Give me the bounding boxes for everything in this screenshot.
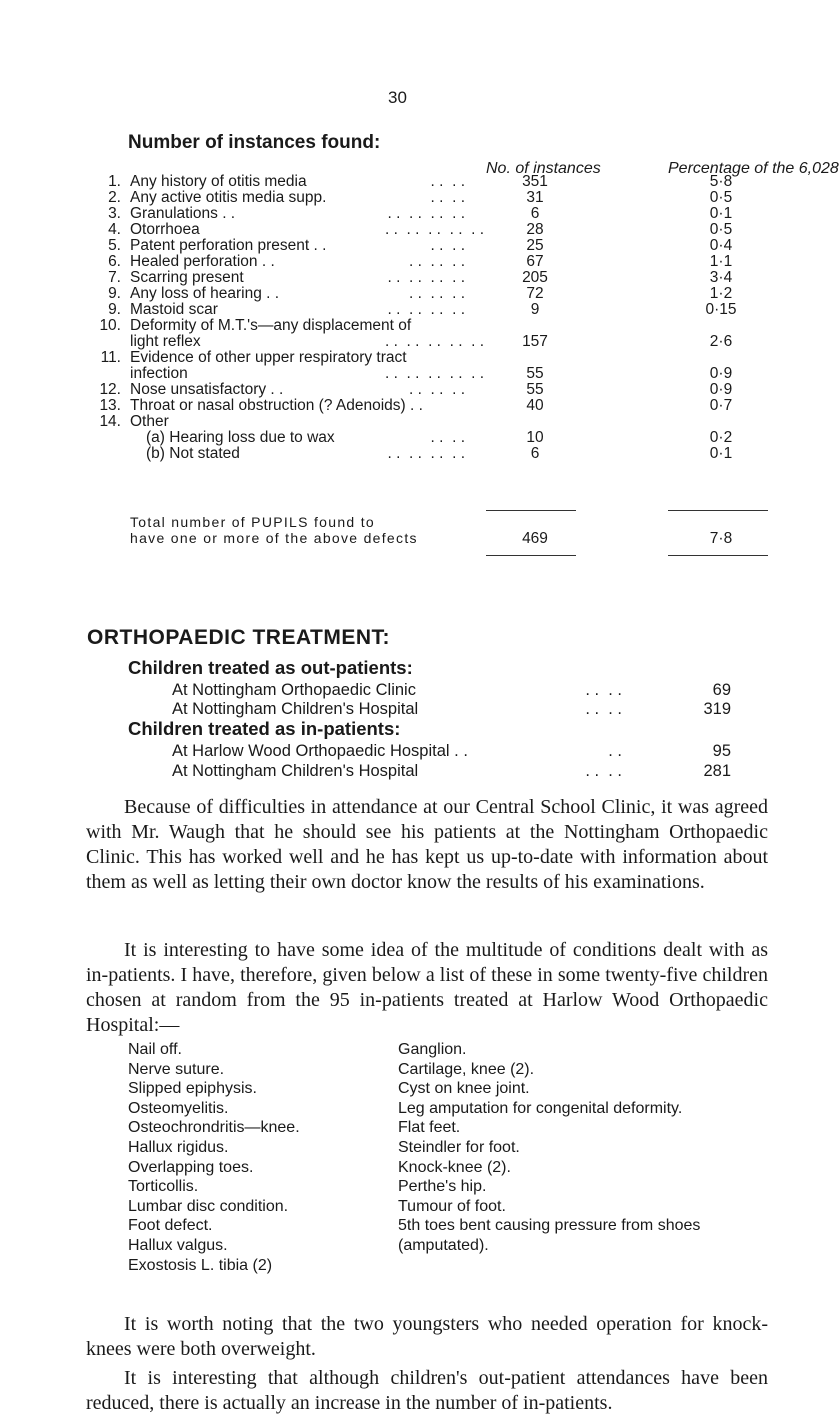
leader-dots: . . . . . . . . . . — [385, 365, 485, 382]
row-label: (a) Hearing loss due to wax — [146, 429, 335, 446]
row-label: Any history of otitis media — [130, 173, 307, 190]
condition-item: 5th toes bent causing pressure from shoes — [398, 1217, 701, 1235]
table-row — [85, 429, 785, 446]
total-rule-bottom-2 — [668, 555, 768, 556]
row-number: 11. — [100, 349, 121, 366]
instances-count: 67 — [526, 253, 544, 270]
leader-dots: . . . . . . . . — [387, 205, 465, 222]
table-row — [85, 445, 785, 462]
outpatient-label: At Nottingham Orthopaedic Clinic — [172, 681, 416, 699]
total-rule-top-1 — [486, 510, 576, 511]
condition-item: Tumour of foot. — [398, 1197, 506, 1215]
inpatient-value: 95 — [712, 742, 731, 760]
percentage-value: 5·8 — [709, 173, 733, 190]
table-row — [85, 237, 785, 254]
leader-dots: . . . . . . . . . . — [385, 221, 485, 238]
leader-dots: . . . . — [430, 189, 465, 206]
inpatient-value: 281 — [703, 762, 731, 780]
condition-item: Leg amputation for congenital deformity. — [398, 1099, 683, 1117]
table-row — [85, 189, 785, 206]
instances-count: 31 — [526, 189, 544, 206]
row-number: 12. — [99, 381, 121, 398]
paragraph-attendance: Because of difficulties in attendance at our Central School Clinic, it was agreed with Mr. Waugh that he should see his patients at the Nottingham Orthopaedic Clinic. This has worked well and he has kept us up-to-date with information about them as well as letting their own doctor know the results of his examinations. — [86, 796, 768, 893]
condition-item: Cyst on knee joint. — [398, 1080, 530, 1098]
row-label-continuation: infection — [130, 365, 188, 382]
paragraph-conditions-intro: It is interesting to have some idea of the multitude of conditions dealt with as in-patients. I have, therefore, given below a list of these in some twenty-five children chosen at random from the 95 in-patients treated at Harlow Wood Orthopaedic Hospital:— — [86, 939, 768, 1036]
percentage-value: 0·2 — [709, 429, 733, 446]
paragraph-knock-knees: It is worth noting that the two youngsters who needed operation for knock-knees were both overweight. — [86, 1313, 768, 1360]
row-label: Mastoid scar — [130, 301, 218, 318]
percentage-value: 3·4 — [709, 269, 733, 286]
instances-count: 157 — [522, 333, 548, 350]
inpatient-row — [172, 742, 772, 761]
row-label: Throat or nasal obstruction (? Adenoids) . . — [130, 397, 423, 414]
row-number: 10. — [99, 317, 121, 334]
orthopaedic-heading: ORTHOPAEDIC TREATMENT: — [87, 626, 391, 649]
row-label: Nose unsatisfactory . . — [130, 381, 284, 398]
instances-count: 28 — [526, 221, 544, 238]
total-percentage: 7·8 — [709, 530, 733, 547]
condition-item: Osteomyelitis. — [128, 1099, 229, 1117]
condition-item: Ganglion. — [398, 1041, 467, 1058]
leader-dots: . . . . . . . . — [387, 445, 465, 462]
instances-count: 6 — [530, 205, 540, 222]
percentage-value: 0·5 — [709, 221, 733, 238]
table-row — [85, 381, 785, 398]
percentage-value: 0·9 — [709, 365, 733, 382]
instances-count: 40 — [526, 397, 544, 414]
outpatient-label: At Nottingham Children's Hospital — [172, 700, 419, 718]
condition-item: (amputated). — [398, 1236, 489, 1254]
total-count: 469 — [522, 530, 548, 547]
total-rule-top-2 — [668, 510, 768, 511]
table-row — [85, 269, 785, 286]
percentage-value: 1·1 — [709, 253, 733, 270]
table-row — [85, 349, 785, 382]
outpatients-heading: Children treated as out-patients: — [128, 657, 413, 678]
instances-count: 55 — [526, 381, 544, 398]
row-label: Deformity of M.T.'s—any displacement of — [130, 317, 412, 334]
percentage-value: 1·2 — [709, 285, 733, 302]
row-label: (b) Not stated — [146, 445, 240, 462]
leader-dots: . . . . — [585, 700, 622, 718]
table-row — [85, 221, 785, 238]
condition-item: Steindler for foot. — [398, 1138, 520, 1156]
condition-item: Lumbar disc condition. — [128, 1197, 289, 1215]
leader-dots: . . . . . . — [409, 285, 465, 302]
row-number: 13. — [99, 397, 121, 414]
section-heading-instances: Number of instances found: — [128, 132, 381, 153]
condition-item: Torticollis. — [128, 1178, 199, 1196]
condition-item: Hallux valgus. — [128, 1236, 228, 1254]
percentage-value: 0·1 — [709, 205, 733, 222]
leader-dots: . . . . — [585, 681, 622, 699]
condition-item: Flat feet. — [398, 1119, 461, 1137]
row-label: Granulations . . — [130, 205, 236, 222]
table-row — [85, 285, 785, 302]
percentage-value: 0·9 — [709, 381, 733, 398]
condition-item: Cartilage, knee (2). — [398, 1060, 535, 1078]
inpatient-row — [172, 762, 772, 781]
conditions-list-left — [128, 1040, 300, 1275]
condition-item: Osteochrondritis—knee. — [128, 1119, 300, 1137]
condition-item: Nerve suture. — [128, 1060, 225, 1078]
leader-dots: . . — [608, 742, 622, 760]
inpatient-label: At Harlow Wood Orthopaedic Hospital . . — [172, 742, 468, 760]
outpatient-row — [172, 681, 772, 700]
conditions-list-right — [398, 1040, 700, 1256]
table-row — [85, 397, 785, 414]
instances-count: 55 — [526, 365, 544, 382]
instances-count: 9 — [530, 301, 540, 318]
inpatient-label: At Nottingham Children's Hospital — [172, 762, 419, 780]
condition-item: Knock-knee (2). — [398, 1158, 511, 1176]
instances-count: 205 — [522, 269, 548, 286]
row-number: 7. — [108, 269, 121, 286]
condition-item: Slipped epiphysis. — [128, 1080, 257, 1098]
leader-dots: . . . . — [430, 237, 465, 254]
row-label: Any active otitis media supp. — [130, 189, 327, 206]
leader-dots: . . . . — [585, 762, 622, 780]
instances-count: 72 — [526, 285, 544, 302]
instances-count: 351 — [522, 173, 548, 190]
leader-dots: . . . . . . . . . . — [385, 333, 485, 350]
row-label: Scarring present — [130, 269, 244, 286]
row-label: Patent perforation present . . — [130, 237, 327, 254]
instances-count: 10 — [526, 429, 544, 446]
table-row — [85, 317, 785, 350]
outpatient-value: 319 — [703, 700, 731, 718]
row-label: Other — [130, 413, 169, 430]
condition-item: Exostosis L. tibia (2) — [128, 1256, 273, 1274]
row-number: 1. — [108, 173, 121, 190]
condition-item: Overlapping toes. — [128, 1158, 254, 1176]
leader-dots: . . . . . . . . — [387, 269, 465, 286]
leader-dots: . . . . — [430, 173, 465, 190]
total-rule-bottom-1 — [486, 555, 576, 556]
percentage-value: 0·4 — [709, 237, 733, 254]
row-label-continuation: light reflex — [130, 333, 201, 350]
row-label: Healed perforation . . — [130, 253, 275, 270]
row-number: 5. — [108, 237, 121, 254]
row-number: 3. — [108, 205, 121, 222]
row-number: 9. — [108, 285, 121, 302]
column-header-instances: No. of instances — [486, 160, 601, 177]
row-label: Any loss of hearing . . — [130, 285, 280, 302]
row-number: 2. — [108, 189, 121, 206]
percentage-value: 0·5 — [709, 189, 733, 206]
percentage-value: 2·6 — [709, 333, 733, 350]
percentage-value: 0·1 — [709, 445, 733, 462]
page-number: 30 — [388, 88, 407, 107]
row-label: Otorrhoea — [130, 221, 200, 238]
table-row — [85, 253, 785, 270]
leader-dots: . . . . — [430, 429, 465, 446]
instances-count: 6 — [530, 445, 540, 462]
paragraph-attendances: It is interesting that although children's out-patient attendances have been reduced, there is actually an increase in the number of in-patients. — [86, 1367, 768, 1414]
row-number: 14. — [99, 413, 121, 430]
condition-item: Nail off. — [128, 1041, 182, 1058]
percentage-value: 0·15 — [705, 301, 737, 318]
table-row — [85, 205, 785, 222]
row-number: 4. — [108, 221, 121, 238]
table-row — [85, 301, 785, 318]
inpatients-heading: Children treated as in-patients: — [128, 718, 401, 739]
total-label-line1: Total number of PUPILS found to — [130, 514, 375, 530]
column-header-percentage: Percentage of the 6,028 — [668, 160, 839, 177]
row-number: 6. — [108, 253, 121, 270]
percentage-value: 0·7 — [709, 397, 733, 414]
condition-item: Perthe's hip. — [398, 1178, 487, 1196]
condition-item: Foot defect. — [128, 1217, 213, 1235]
outpatient-value: 69 — [712, 681, 731, 699]
row-number: 9. — [108, 301, 121, 318]
table-row — [85, 173, 785, 190]
leader-dots: . . . . . . — [409, 381, 465, 398]
total-label-line2: have one or more of the above defects — [130, 530, 418, 546]
condition-item: Hallux rigidus. — [128, 1138, 229, 1156]
table-row — [85, 413, 785, 430]
leader-dots: . . . . . . . . — [387, 301, 465, 318]
row-label: Evidence of other upper respiratory tract — [130, 349, 407, 366]
outpatient-row — [172, 700, 772, 719]
leader-dots: . . . . . . — [409, 253, 465, 270]
instances-count: 25 — [526, 237, 544, 254]
